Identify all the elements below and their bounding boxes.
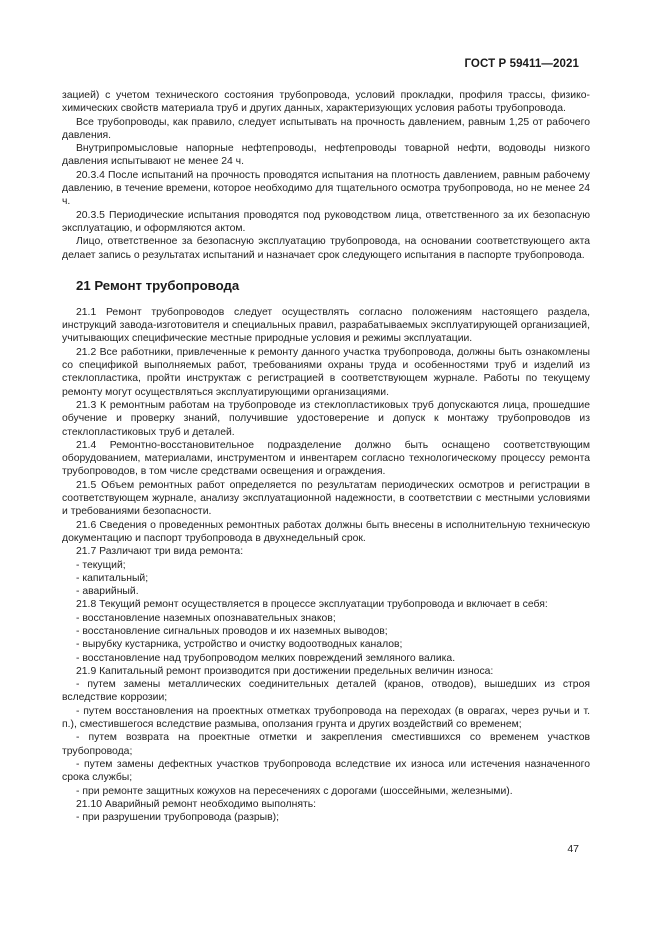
paragraph: 20.3.5 Периодические испытания проводятся под руководством лица, ответственного за их безопасную эксплуатацию, и оформляются актом.	[62, 209, 590, 234]
paragraph: 21.9 Капитальный ремонт производится при достижении предельных величин износа:	[76, 665, 494, 677]
paragraph: Все трубопроводы, как правило, следует испытывать на прочность давлением, равным 1,25 от рабочего давления.	[62, 116, 590, 141]
paragraph: 21.5 Объем ремонтных работ определяется по результатам периодических осмотров и регистрации в соответствующем журнале, анализу эксплуатационной надежности, в соответствии с местными условиями и требованиями безопасности.	[62, 479, 590, 518]
list-item: - капитальный;	[76, 572, 149, 584]
paragraph: Лицо, ответственное за безопасную эксплуатацию трубопровода, на основании соответствующего акта делает запись о результатах испытаний и назначает срок следующего испытания в паспорте трубопровода.	[62, 236, 590, 261]
paragraph: - путем замены металлических соединительных деталей (кранов, отводов), вышедших из строя вследствие коррозии;	[62, 679, 590, 704]
paragraph: - путем восстановления на проектных отметках трубопровода на переходах (в оврагах, через ручьи и т. п.), сместившегося вследствие размыва, оползания грунта и других воздействий со временем;	[62, 705, 590, 731]
top-paragraphs	[62, 89, 590, 262]
paragraph: 21.1 Ремонт трубопроводов следует осуществлять согласно положениям настоящего раздела, инструкций завода-изготовителя и специальных правил, разрабатываемых эксплуатирующей организацией, учитывающих специфические местные природные условия и режимы эксплуатации.	[62, 306, 590, 345]
section-title: 21 Ремонт трубопровода	[76, 277, 240, 293]
paragraph: 20.3.4 После испытаний на прочность проводятся испытания на плотность давлением, равным рабочему давлению, в течение времени, которое необходимо для тщательного осмотра трубопровода, но не менее 24 ч.	[62, 169, 590, 208]
document-code: ГОСТ Р 59411—2021	[464, 58, 579, 70]
list-item: - при ремонте защитных кожухов на пересечениях с дорогами (шоссейными, железными).	[76, 785, 513, 797]
list-item: - восстановление сигнальных проводов и их наземных выводов;	[76, 625, 388, 637]
list-item: - восстановление над трубопроводом мелких повреждений земляного валика.	[76, 652, 456, 664]
list-item: - вырубку кустарника, устройство и очистку водоотводных каналов;	[76, 639, 403, 651]
paragraph: - путем возврата на проектные отметки и закрепления сместившихся со временем участков трубопровода;	[62, 732, 590, 757]
list-item: - восстановление наземных опознавательных знаков;	[76, 612, 336, 624]
paragraph: 21.6 Сведения о проведенных ремонтных работах должны быть внесены в исполнительную техническую документацию и паспорт трубопровода в двухнедельный срок.	[62, 519, 590, 544]
page-number: 47	[567, 843, 579, 855]
section-paragraphs	[62, 306, 590, 825]
list-item: - текущий;	[76, 559, 126, 571]
paragraph: 21.4 Ремонтно-восстановительное подразделение должно быть оснащено соответствующим оборудованием, материалами, инструментом и инвентарем согласно технологическому процессу ремонта трубопроводов, в том числе средствами освещения и ограждения.	[62, 439, 590, 478]
paragraph: Внутрипромысловые напорные нефтепроводы, нефтепроводы товарной нефти, водоводы низкого давления испытывают не менее 24 ч.	[62, 143, 590, 168]
paragraph: 21.10 Аварийный ремонт необходимо выполнять:	[76, 798, 317, 810]
paragraph: зацией) с учетом технического состояния трубопровода, условий прокладки, профиля трассы, физико-химических свойств материала труб и других данных, характеризующих условия работы трубопровода.	[62, 90, 590, 115]
list-item: - при разрушении трубопровода (разрыв);	[76, 812, 279, 824]
page-content	[62, 89, 590, 824]
paragraph: 21.3 К ремонтным работам на трубопроводе из стеклопластиковых труб допускаются лица, прошедшие обучение и проверку знаний, получившие удостоверение и допуск к монтажу трубопроводов из стеклопластиковых труб и деталей.	[62, 399, 590, 438]
paragraph: 21.8 Текущий ремонт осуществляется в процессе эксплуатации трубопровода и включает в себя:	[76, 599, 548, 611]
paragraph: 21.2 Все работники, привлеченные к ремонту данного участка трубопровода, должны быть ознакомлены со спецификой выполняемых работ, требованиями охраны труда и особенностями труб и изделий из стеклопластика, пройти инструктаж с регистрацией в соответствующем журнале. Работы по текущему ремонту могут осуществляться эксплуатирующими организациями.	[62, 346, 590, 398]
list-item: - аварийный.	[76, 586, 139, 598]
paragraph: 21.7 Различают три вида ремонта:	[76, 546, 244, 558]
paragraph: - путем замены дефектных участков трубопровода вследствие их износа или истечения назначенного срока службы;	[62, 758, 590, 784]
